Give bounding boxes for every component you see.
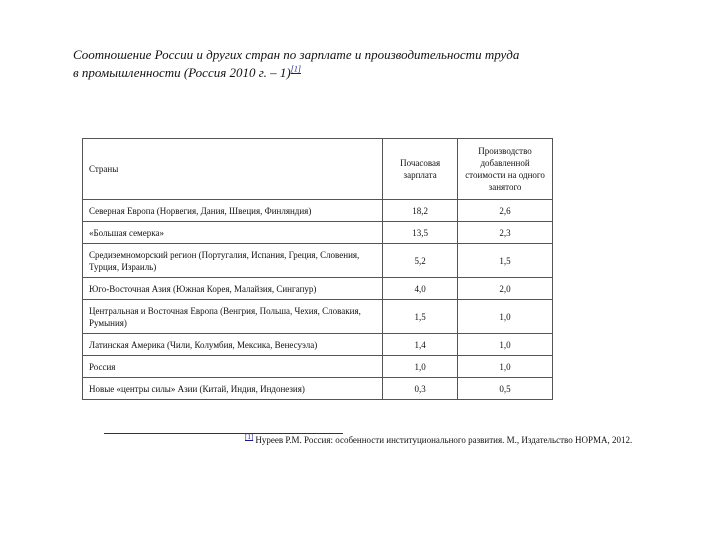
cell-country: Россия <box>83 356 383 378</box>
table-row <box>83 278 553 300</box>
caption-line-1: Соотношение России и других стран по зарплате и производительности труда <box>73 47 520 62</box>
table-caption <box>73 46 633 82</box>
header-countries: Страны <box>83 139 383 200</box>
table-row <box>83 222 553 244</box>
table-row <box>83 356 553 378</box>
cell-productivity: 1,0 <box>458 300 553 334</box>
caption-line-2 <box>73 64 633 82</box>
table-row <box>83 300 553 334</box>
table-row <box>83 378 553 400</box>
cell-country: Средиземноморский регион (Португалия, Испания, Греция, Словения, Турция, Израиль) <box>83 244 383 278</box>
table-row <box>83 244 553 278</box>
cell-wage: 1,4 <box>383 334 458 356</box>
cell-wage: 18,2 <box>383 200 458 222</box>
table-header-row <box>83 139 553 200</box>
table-row <box>83 334 553 356</box>
cell-country: Юго-Восточная Азия (Южная Корея, Малайзия, Сингапур) <box>83 278 383 300</box>
cell-country: Центральная и Восточная Европа (Венгрия, Польша, Чехия, Словакия, Румыния) <box>83 300 383 334</box>
cell-wage: 4,0 <box>383 278 458 300</box>
cell-productivity: 0,5 <box>458 378 553 400</box>
footnote-reference-link[interactable]: [1] <box>290 64 301 74</box>
cell-productivity: 2,3 <box>458 222 553 244</box>
cell-productivity: 2,0 <box>458 278 553 300</box>
table-row <box>83 200 553 222</box>
cell-wage: 5,2 <box>383 244 458 278</box>
cell-country: Новые «центры силы» Азии (Китай, Индия, Индонезия) <box>83 378 383 400</box>
header-hourly-wage: Почасовая зарплата <box>383 139 458 200</box>
cell-wage: 1,5 <box>383 300 458 334</box>
caption-line-2-text: в промышленности (Россия 2010 г. – 1) <box>73 65 291 80</box>
cell-country: Северная Европа (Норвегия, Дания, Швеция, Финляндия) <box>83 200 383 222</box>
cell-productivity: 1,0 <box>458 334 553 356</box>
cell-wage: 0,3 <box>383 378 458 400</box>
cell-country: «Большая семерка» <box>83 222 383 244</box>
cell-productivity: 2,6 <box>458 200 553 222</box>
cell-productivity: 1,5 <box>458 244 553 278</box>
cell-wage: 1,0 <box>383 356 458 378</box>
wage-productivity-table <box>82 138 553 400</box>
cell-country: Латинская Америка (Чили, Колумбия, Мексика, Венесуэла) <box>83 334 383 356</box>
header-value-added-per-employee: Производство добавленной стоимости на одного занятого <box>458 139 553 200</box>
cell-wage: 13,5 <box>383 222 458 244</box>
footnote-text: Нуреев Р.М. Россия: особенности институционального развития. М., Издательство НОРМА, 2012. <box>253 435 633 445</box>
cell-productivity: 1,0 <box>458 356 553 378</box>
footnote-mark-link[interactable]: [1] <box>245 433 254 441</box>
footnote <box>245 434 632 446</box>
